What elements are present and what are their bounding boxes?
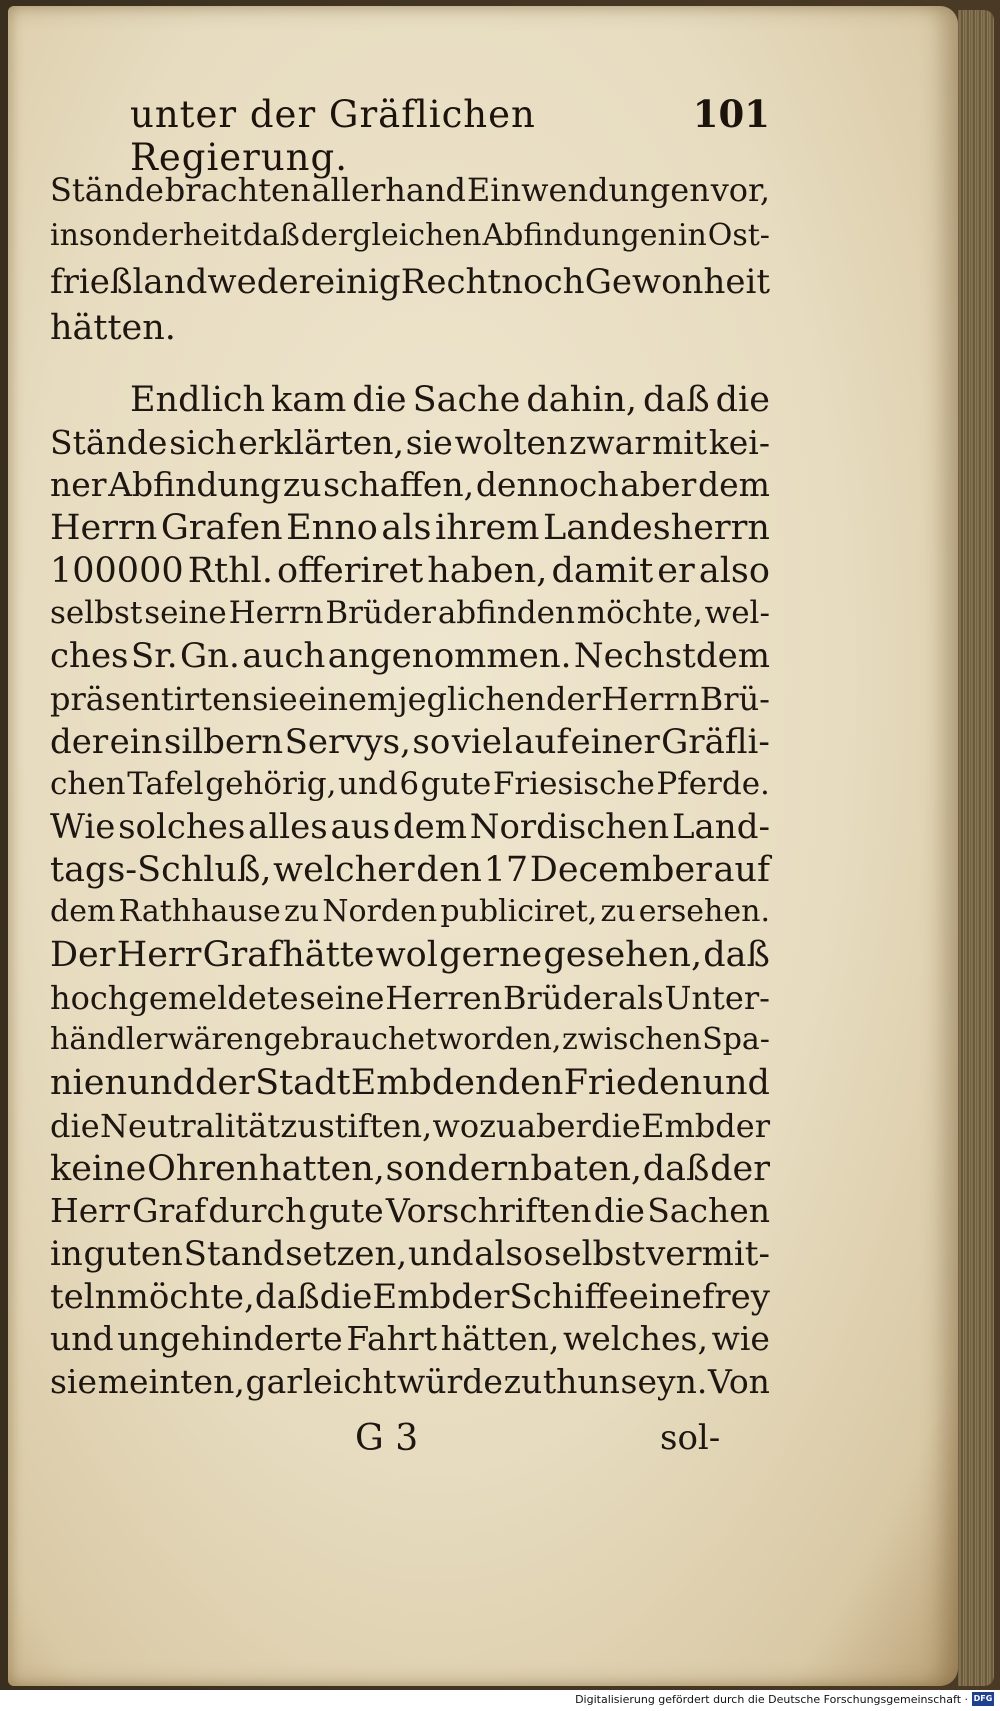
running-head: unter der Gräflichen Regierung.	[130, 93, 536, 179]
dfg-logo-icon: DFG	[972, 1692, 994, 1706]
text-line: tags-Schluß, welcher den 17 December auf	[50, 850, 770, 890]
text-line: händler wären gebrauchet worden, zwischen Spa-	[50, 1022, 770, 1057]
text-line: Stände brachten allerhand Einwendungen vor,	[50, 171, 770, 209]
book-page-edges	[958, 10, 994, 1686]
text-line: 100000 Rthl. offeriret haben, damit er also	[50, 551, 770, 591]
text-line: dem Rathhause zu Norden publiciret, zu ersehen.	[50, 894, 770, 929]
text-line: keine Ohren hatten, sondern baten, daß der	[50, 1149, 770, 1189]
text-line: Stände sich erklärten, sie wolten zwar mit kei-	[50, 423, 770, 462]
text-line: Endlich kam die Sache dahin, daß die	[130, 380, 770, 420]
catchword: sol-	[660, 1418, 721, 1458]
text-line: chen Tafel gehörig, und 6 gute Friesische Pferde.	[50, 766, 770, 802]
text-line: hätten.	[50, 308, 176, 348]
text-line: und ungehinderte Fahrt hätten, welches, wie	[50, 1319, 770, 1358]
text-line: sie meinten, gar leicht würde zu thun seyn. Von	[50, 1362, 770, 1401]
footer-credit: Digitalisierung gefördert durch die Deutsche Forschungsgemeinschaft ·	[575, 1693, 968, 1706]
page-number: 101	[692, 92, 770, 136]
text-line: die Neutralität zu stiften, wozu aber die Embder	[50, 1107, 770, 1145]
text-line: teln möchte, daß die Embder Schiffe eine frey	[50, 1277, 770, 1317]
text-line: nien und der Stadt Embden den Frieden und	[50, 1063, 770, 1103]
text-line: Herrn Grafen Enno als ihrem Landesherrn	[50, 508, 770, 548]
text-line: Herr Graf durch gute Vorschriften die Sachen	[50, 1191, 770, 1230]
text-line: ner Abfindung zu schaffen, dennoch aber dem	[50, 465, 770, 504]
text-line: präsentirten sie einem jeglichen der Herrn Brü-	[50, 680, 770, 718]
text-line: selbst seine Herrn Brüder abfinden möchte, wel-	[50, 595, 770, 631]
page-header	[130, 92, 770, 179]
text-line: Der Herr Graf hätte wol gerne gesehen, daß	[50, 935, 770, 975]
signature-mark: G 3	[355, 1418, 419, 1459]
text-line: insonderheit daß dergleichen Abfindungen in Ost-	[50, 218, 770, 253]
text-line: in guten Stand setzen, und also selbst vermit-	[50, 1234, 770, 1274]
text-line: der ein silbern Servys, so viel auf einer Gräfli-	[50, 722, 770, 762]
text-line: hochgemeldete seine Herren Brüder als Unter-	[50, 979, 770, 1017]
text-line: Wie solches alles aus dem Nordischen Land-	[50, 807, 770, 847]
text-line: ches Sr. Gn. auch angenommen. Nechstdem	[50, 636, 770, 676]
text-line: frießland weder einig Recht noch Gewonheit	[50, 262, 770, 302]
